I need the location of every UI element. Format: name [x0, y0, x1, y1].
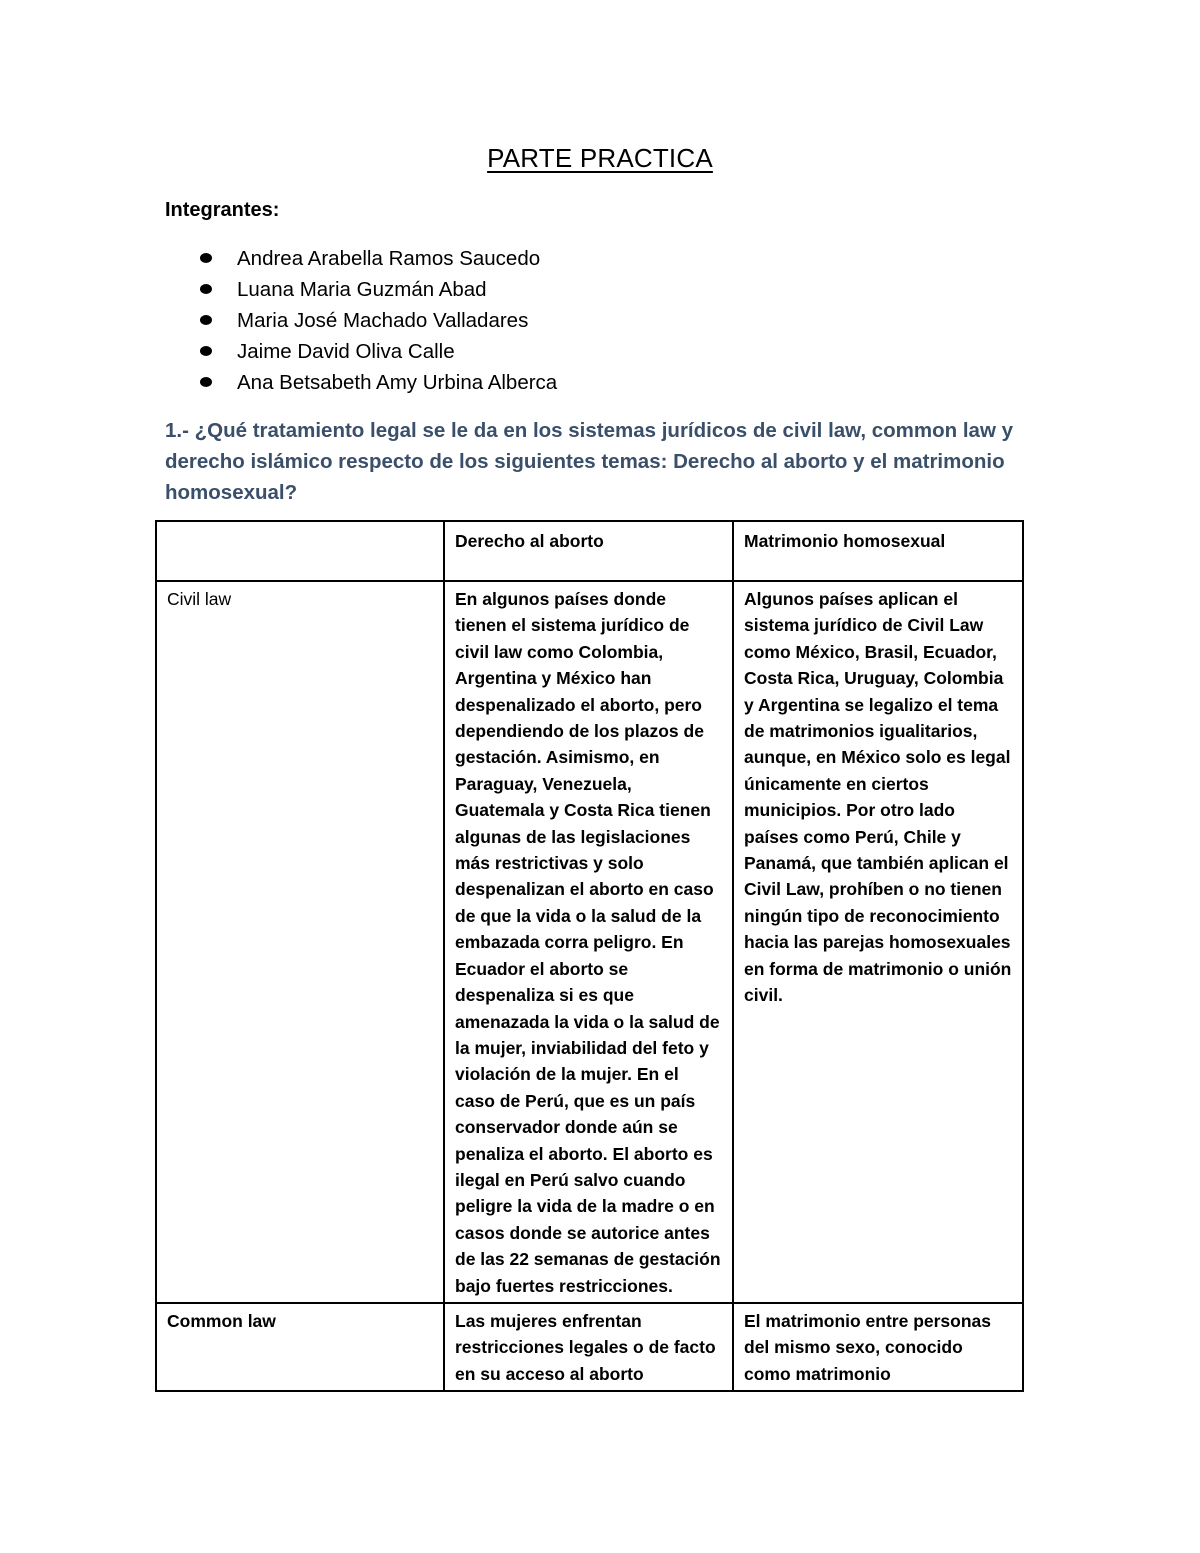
row-label-civil-law: Civil law	[156, 581, 444, 1303]
list-item	[165, 243, 557, 274]
member-name: Luana Maria Guzmán Abad	[237, 278, 487, 301]
bullet-icon	[200, 284, 212, 294]
question-heading: 1.- ¿Qué tratamiento legal se le da en los sistemas jurídicos de civil law, common law y derecho islámico respecto de los siguientes temas: Derecho al aborto y el matrimonio homosexual?	[165, 419, 1013, 504]
row-label-common-law: Common law	[156, 1303, 444, 1391]
list-item	[165, 336, 557, 367]
cell-civil-aborto: En algunos países donde tienen el sistema jurídico de civil law como Colombia, Argentina y México han despenalizado el aborto, pero dependiendo de los plazos de gestación. Asimismo, en Paraguay, Venezuela, Guatemala y Costa Rica tienen algunas de las legislaciones más restrictivas y solo despenalizan el aborto en caso de que la vida o la salud de la embazada corra peligro. En Ecuador el aborto se despenaliza si es que amenazada la vida o la salud de la mujer, inviabilidad del feto y violación de la mujer. En el caso de Perú, que es un país conservador donde aún se penaliza el aborto. El aborto es ilegal en Perú salvo cuando peligre la vida de la madre o en casos donde se autorice antes de las 22 semanas de gestación bajo fuertes restricciones.	[444, 581, 733, 1303]
table-row	[156, 1303, 1023, 1391]
table-row	[156, 581, 1023, 1303]
list-item	[165, 305, 557, 336]
list-item	[165, 274, 557, 305]
cell-civil-matrimonio: Algunos países aplican el sistema jurídico de Civil Law como México, Brasil, Ecuador, Costa Rica, Uruguay, Colombia y Argentina se legalizo el tema de matrimonios igualitarios, aunque, en México solo es legal únicamente en ciertos municipios. Por otro lado países como Perú, Chile y Panamá, que también aplican el Civil Law, prohíben o no tienen ningún tipo de reconocimiento hacia las parejas homosexuales en forma de matrimonio o unión civil.	[733, 581, 1023, 1303]
member-name: Ana Betsabeth Amy Urbina Alberca	[237, 371, 558, 394]
header-cell-empty	[156, 521, 444, 581]
header-cell-matrimonio: Matrimonio homosexual	[733, 521, 1023, 581]
list-item	[165, 367, 557, 398]
bullet-icon	[200, 377, 212, 387]
cell-common-matrimonio: El matrimonio entre personas del mismo sexo, conocido como matrimonio	[733, 1303, 1023, 1391]
member-name: Maria José Machado Valladares	[237, 309, 529, 332]
members-label: Integrantes:	[165, 199, 280, 221]
member-name: Andrea Arabella Ramos Saucedo	[237, 247, 541, 270]
members-list	[165, 243, 557, 398]
table-header-row	[156, 521, 1023, 581]
bullet-icon	[200, 346, 212, 356]
header-cell-aborto: Derecho al aborto	[444, 521, 733, 581]
page-title: PARTE PRACTICA	[487, 143, 713, 173]
bullet-icon	[200, 253, 212, 263]
cell-common-aborto: Las mujeres enfrentan restricciones legales o de facto en su acceso al aborto	[444, 1303, 733, 1391]
member-name: Jaime David Oliva Calle	[237, 340, 455, 363]
comparison-table	[155, 520, 1024, 1392]
bullet-icon	[200, 315, 212, 325]
